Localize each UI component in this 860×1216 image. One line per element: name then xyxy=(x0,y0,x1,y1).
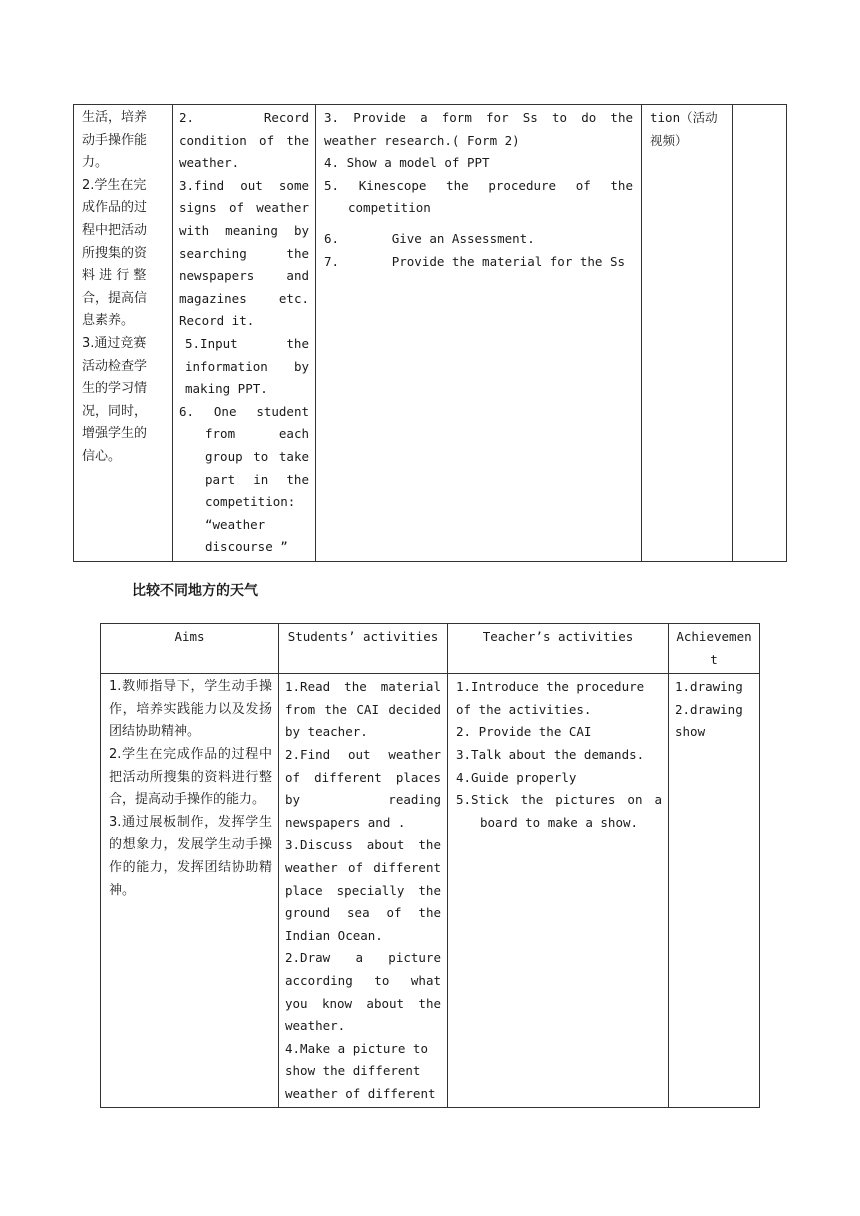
students-item: 2.Find out weather of different places by reading newspapers and . xyxy=(285,746,441,830)
students-item: 2.Draw a picture according to what you know about the weather. xyxy=(285,950,441,1034)
aims-cell xyxy=(74,105,173,562)
achievement-cell xyxy=(669,674,760,1108)
teacher-item: 4.Guide properly xyxy=(456,769,577,785)
students-cell xyxy=(173,105,316,562)
activity-table-2 xyxy=(100,623,760,1108)
header-teacher: Teacher’s activities xyxy=(448,624,669,674)
activity-table-1 xyxy=(73,104,787,562)
extra-cell xyxy=(733,105,787,562)
achievement-cell xyxy=(642,105,733,562)
aims-line: 生活，培养 xyxy=(82,110,148,125)
aims-line: 息素养。 xyxy=(82,313,135,329)
teacher-item: 3. Provide a form for Ss to do the weather research.( Form 2) xyxy=(324,110,633,148)
teacher-item: 5.Stick the pictures on a board to make a show. xyxy=(456,792,662,830)
aims-line: 况，同时， xyxy=(82,403,148,419)
table-row xyxy=(74,105,787,562)
teacher-item: 3.Talk about the demands. xyxy=(456,746,645,762)
section-heading: 比较不同地方的天气 xyxy=(132,583,258,599)
aims-item: 2.学生在完成作品的过程中把活动所搜集的资料进行整合，提高动手操作的能力。 xyxy=(109,746,272,808)
aims-line: 动手操作能 xyxy=(82,132,148,148)
header-aims: Aims xyxy=(101,624,279,674)
teacher-cell xyxy=(316,105,642,562)
table-row xyxy=(101,674,760,1108)
aims-line: 信心。 xyxy=(82,448,122,464)
students-item: 3.find out some signs of weather with meaning by searching the newspapers and magazines etc. Record it. xyxy=(179,177,309,329)
teacher-item: 2. Provide the CAI xyxy=(456,724,592,740)
students-item: 3.Discuss about the weather of different place specially the ground sea of the Indian Ocean. xyxy=(285,837,441,943)
students-item: 1.Read the material from the CAI decided by teacher. xyxy=(285,679,441,740)
students-item: 4.Make a picture to show the different weather of different xyxy=(285,1040,436,1101)
table-header-row xyxy=(101,624,760,674)
teacher-item: 5. Kinescope the procedure of the competition xyxy=(324,177,633,216)
aims-line: 增强学生的 xyxy=(82,426,148,442)
teacher-item: 1.Introduce the procedure of the activities. xyxy=(456,679,645,717)
aims-line: 力。 xyxy=(82,155,109,171)
aims-line: 2.学生在完 xyxy=(82,177,147,193)
aims-cell xyxy=(101,674,279,1108)
aims-item: 1.教师指导下，学生动手操作，培养实践能力以及发扬团结协助精神。 xyxy=(109,679,272,740)
teacher-item: 6. Give an Assessment. xyxy=(324,230,535,246)
aims-line: 生的学习情 xyxy=(82,381,148,397)
aims-line: 所搜集的资 xyxy=(82,245,148,261)
aims-line: 合，提高信 xyxy=(82,290,148,306)
achievement-item: 1.drawing xyxy=(675,679,743,695)
teacher-item: 7. Provide the material for the Ss xyxy=(324,253,626,269)
aims-line: 3.通过竞赛 xyxy=(82,335,147,351)
aims-line: 成作品的过 xyxy=(82,200,148,216)
header-students: Students’ activities xyxy=(279,624,448,674)
achievement-text: tion（活动视频） xyxy=(650,110,718,148)
aims-item: 3.通过展板制作，发挥学生的想象力，发展学生动手操作的能力，发挥团结协助精神。 xyxy=(109,814,272,898)
aims-line: 程中把活动 xyxy=(82,222,148,238)
achievement-item: 2.drawing show xyxy=(675,701,743,740)
teacher-cell xyxy=(448,674,669,1108)
students-cell xyxy=(279,674,448,1108)
header-achievement: Achievement xyxy=(669,624,760,674)
teacher-item: 4. Show a model of PPT xyxy=(324,155,490,171)
students-item: 2. Record condition of the weather. xyxy=(179,110,309,171)
students-item: 6. One student from each group to take part in the competition: “weather discourse ” xyxy=(179,403,309,555)
students-item: 5.Input the information by making PPT. xyxy=(185,335,309,397)
aims-line: 活动检查学 xyxy=(82,358,148,374)
aims-line: 料 进 行 整 xyxy=(82,268,147,284)
